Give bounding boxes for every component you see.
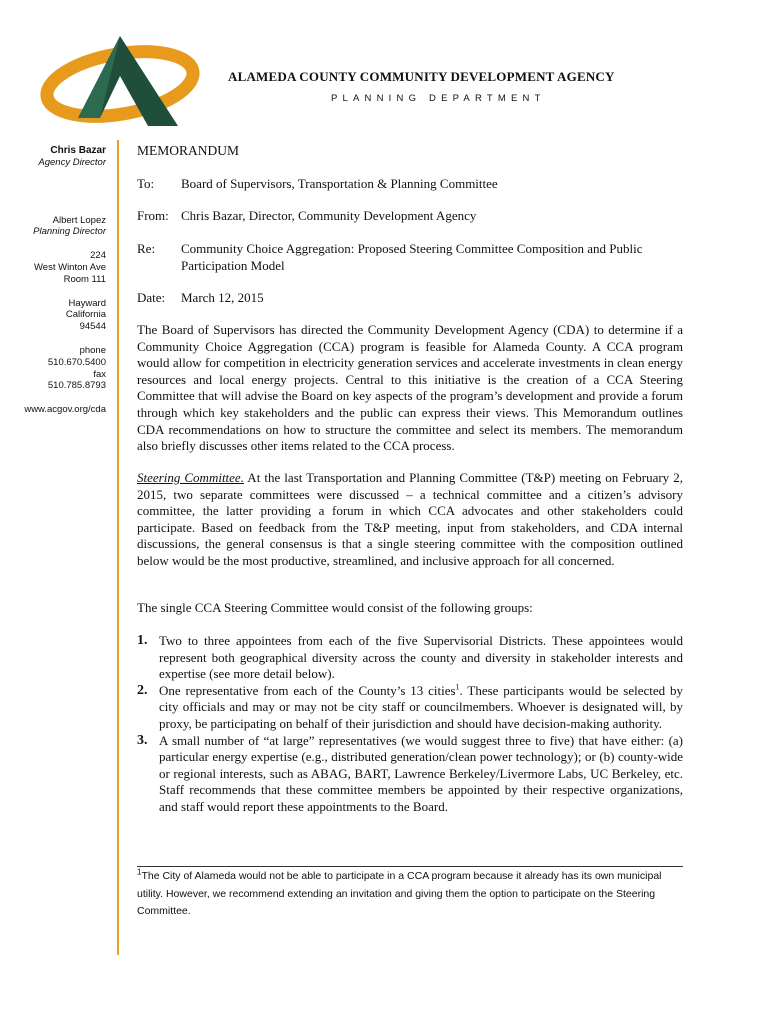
footnote-ref[interactable]: 1 <box>455 682 460 692</box>
from-label: From: <box>137 208 169 223</box>
agency-name: ALAMEDA COUNTY COMMUNITY DEVELOPMENT AGENCY <box>228 69 615 84</box>
director-name: Chris Bazar <box>50 145 106 156</box>
steering-paragraph <box>137 470 683 570</box>
list-item <box>137 733 683 816</box>
website-link[interactable]: www.acgov.org/cda <box>24 404 106 416</box>
re-value: Community Choice Aggregation: Proposed Steering Committee Composition and Public Participation Model <box>181 241 643 273</box>
steering-heading: Steering Committee. <box>137 470 244 485</box>
date-value: March 12, 2015 <box>181 290 264 305</box>
list-text-a: One representative from each of the County’s 13 cities <box>159 682 456 698</box>
director-title: Agency Director <box>38 156 106 168</box>
fax-label: fax <box>93 368 106 380</box>
footnote <box>137 868 677 921</box>
address-line-1: 224 <box>90 250 106 262</box>
sidebar-divider <box>117 140 119 955</box>
planning-director-title: Planning Director <box>33 226 106 238</box>
steering-text: At the last Transportation and Planning Committee (T&P) meeting on February 2, 2015, two separate committees were discussed – a technical committee and a citizen’s advisory committee, the latter providing a forum in which CCA advocates and other stakeholders could participate. Based on feedback from the T&P meeting, input from stakeholders, and CDA internal discussions, the general consensus is that a single steering committee with the composition outlined below would be the most productive, streamlined, and inclusive approach for all concerned. <box>137 470 683 568</box>
list-number: 2. <box>137 682 148 698</box>
planning-director-name: Albert Lopez <box>52 214 106 226</box>
list-text-b: . These participants would be selected by city officials and may or may not be city staff or councilmembers. Whoever is designated will, by proxy, be participating on behalf of their jurisdiction and should have decision-making authority. <box>159 682 683 731</box>
sidebar <box>0 145 106 416</box>
list-text: A small number of “at large” representatives (we would suggest three to five) that have either: (a) particular energy expertise (e.g., distributed generation/clean power technology); or (b) county-wide or regional interests, such as ABAG, BART, Lawrence Berkeley/Livermore Labs, UC Berkeley, etc. Staff recommends that these committee members be appointed by their respective organizations, and staff would report these appointments to the Board. <box>159 732 683 814</box>
date-label: Date: <box>137 290 166 305</box>
address-city: Hayward <box>68 297 106 309</box>
footnote-divider <box>137 866 683 867</box>
list-item <box>137 633 683 683</box>
to-value: Board of Supervisors, Transportation & Planning Committee <box>181 176 498 191</box>
phone-number: 510.670.5400 <box>47 356 106 368</box>
fax-number: 510.785.8793 <box>47 380 106 392</box>
agency-logo <box>40 26 200 136</box>
phone-label: phone <box>79 344 106 356</box>
from-value: Chris Bazar, Director, Community Development Agency <box>181 208 477 223</box>
intro-paragraph: The Board of Supervisors has directed the Community Development Agency (CDA) to determine if a Community Choice Aggregation (CCA) program is feasible for Alameda County. A CCA program would allow for competition in electricity generation services and accelerate investments in clean energy resources and local energy projects. Central to this initiative is the creation of a CCA Steering Committee that will advise the Board on key aspects of the program’s development and provide a forum through which key stakeholders and the public can express their views. This Memorandum outlines CDA recommendations on how to structure the committee and select its members. The memorandum also briefly discusses other items related to the CCA process. <box>137 322 683 454</box>
footnote-text: The City of Alameda would not be able to participate in a CCA program because it already has its own municipal utility. However, we recommend extending an invitation and giving them the option to participate on the Steering Committee. <box>137 870 662 917</box>
re-label: Re: <box>137 241 156 256</box>
footnote-marker: 1 <box>137 867 142 877</box>
address-zip: 94544 <box>79 321 106 333</box>
department-name: PLANNING DEPARTMENT <box>331 93 546 104</box>
memo-title: MEMORANDUM <box>137 143 240 158</box>
groups-intro: The single CCA Steering Committee would consist of the following groups: <box>137 600 533 615</box>
list-number: 3. <box>137 732 148 748</box>
address-line-2: West Winton Ave <box>34 261 106 273</box>
list-text: Two to three appointees from each of the five Supervisorial Districts. These appointees would represent both geographical diversity across the county and diversity in stakeholder interests and expertise (see more detail below). <box>159 633 683 682</box>
to-label: To: <box>137 176 155 191</box>
groups-list <box>137 633 683 816</box>
address-state: California <box>65 309 106 321</box>
list-item <box>137 683 683 733</box>
address-line-3: Room 111 <box>63 273 106 285</box>
list-number: 1. <box>137 633 148 648</box>
